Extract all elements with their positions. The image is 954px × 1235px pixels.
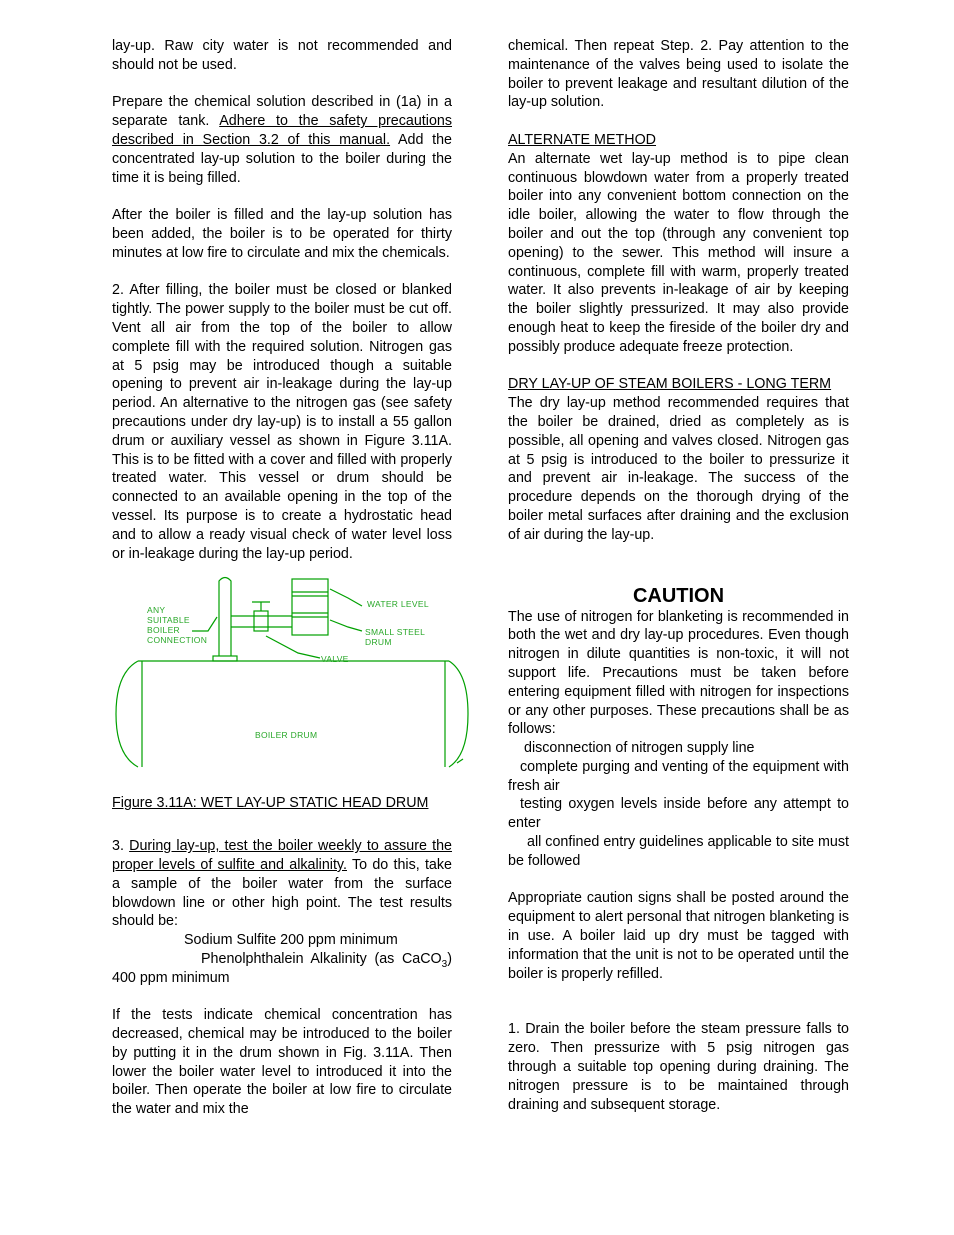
paragraph-drain-step-1: 1. Drain the boiler before the steam pressure falls to zero. Then pressurize with 5 psig nitrogen gas through a suitable top opening during draining. The nitrogen pressure is to be maintained through draining and subsequent storage.	[508, 1021, 849, 1113]
paragraph-caution: The use of nitrogen for blanketing is recommended in both the wet and dry lay-up procedures. Even though nitrogen in dilute quantities is non-toxic, it will not support life. Precautions must be taken before entering equipment filled with nitrogen for inspections or any other purposes. These precautions shall be as follows:	[508, 608, 849, 738]
figure-caption: Figure 3.11A: WET LAY-UP STATIC HEAD DRUM	[112, 795, 429, 812]
label-boiler-drum: BOILER DRUM	[255, 730, 318, 741]
label-connection: CONNECTION	[147, 635, 208, 646]
list-item: all confined entry guidelines applicable to site must be followed	[508, 834, 849, 869]
paragraph-after-filled: After the boiler is filled and the lay-up solution has been added, the boiler is to be operated for thirty minutes at low fire to circulate and mix the chemicals.	[112, 207, 452, 261]
heading-alternate-method: ALTERNATE METHOD	[508, 131, 657, 148]
list-item: testing oxygen levels inside before any attempt to enter	[508, 796, 849, 832]
label-drum: DRUM	[365, 637, 392, 648]
paragraph-step-2: 2. After filling, the boiler must be closed or blanked tightly. The power supply to the boiler must be cut off. Vent all air from the top of the boiler to allow complete fill with the required solution. Nitrogen gas at 5 psig may be introduced though a suitable opening to prevent air in-leakage during the lay-up period. An alternative to the nitrogen gas (see safety precautions under dry lay-up) is to install a 55 gallon drum or auxiliary vessel as shown in Figure 3.11A. This is to be fitted with a cover and filled with properly treated water. This vessel or drum should be connected to an available opening in the top of the vessel. Its purpose is to create a hydrostatic head and to allow a ready visual check of water level loss or in-leakage during the lay-up period.	[112, 282, 452, 562]
weekly-test-note: During lay-up, test the boiler weekly to assure the proper levels of sulfite and alkalinity.	[112, 838, 452, 873]
paragraph-step-3: 3. During lay-up, test the boiler weekly to assure the proper levels of sulfite and alkalinity. To do this, take a sample of the boiler water from the surface blowdown line or other high point. The test results should be:	[112, 838, 452, 930]
figure-wet-layup-drum	[112, 573, 467, 797]
label-any: ANY	[147, 605, 166, 616]
paragraph-repeat-step: chemical. Then repeat Step. 2. Pay attention to the maintenance of the valves being used to isolate the boiler to prevent leakage and resultant dilution of the lay-up solution.	[508, 38, 849, 111]
right-column	[508, 37, 849, 1114]
paragraph-alternate-method: An alternate wet lay-up method is to pipe clean continuous blowdown water from a properly treated boiler into any convenient bottom connection on the idle boiler, allowing the water to flow through the boiler and out the top (through any convenient top opening) to the sewer. This method will insure a continuous, complete fill with warm, properly treated water. It also prevents in-leakage of air by keeping the boiler slightly pressurized. It may also provide enough heat to keep the fireside of the boiler dry and possibly produce adequate freeze protection.	[508, 150, 849, 355]
test-result-sulfite: Sodium Sulfite 200 ppm minimum	[184, 932, 398, 949]
paragraph-dry-layup: The dry lay-up method recommended requires that the boiler be drained, dried as completely as is possible, all opening and valves closed. Nitrogen gas at 5 psig is introduced to the boiler to pressurize it and prevent air in-leakage. The success of the procedure depends on the thorough drying of the boiler metal surfaces after draining and the exclusion of air during the lay-up.	[508, 395, 849, 543]
label-boiler: BOILER	[147, 625, 180, 636]
label-valve: VALVE	[321, 654, 349, 665]
heading-dry-layup: DRY LAY-UP OF STEAM BOILERS - LONG TERM	[508, 376, 832, 393]
caution-title: CAUTION	[632, 584, 725, 607]
list-item: complete purging and venting of the equipment with fresh air	[508, 758, 849, 794]
label-suitable: SUITABLE	[147, 615, 190, 626]
label-small-steel: SMALL STEEL	[365, 627, 426, 638]
list-item: disconnection of nitrogen supply line	[524, 740, 755, 757]
left-column	[112, 37, 452, 1119]
paragraph-chemical-decrease: If the tests indicate chemical concentration has decreased, chemical may be introduced to the boiler by putting it in the drum shown in Fig. 3.11A. Then lower the boiler water level to introduced it into the boiler. Then operate the boiler at low fire to circulate the water and mix the	[112, 1007, 452, 1118]
label-water-level: WATER LEVEL	[367, 599, 429, 610]
paragraph-prepare-solution: Prepare the chemical solution described in (1a) in a separate tank. Adhere to the safety precautions described in Section 3.2 of this manual. Add the concentrated lay-up solution to the boiler during the time it is being filled.	[112, 94, 453, 186]
wet-layup-diagram	[112, 573, 467, 797]
paragraph-caution-signs: Appropriate caution signs shall be posted around the equipment to alert personal that nitrogen blanketing is in use. A boiler laid up dry must be tagged with information that the unit is not to be operated until the boiler is properly refilled.	[508, 890, 849, 982]
paragraph-layup-intro: lay-up. Raw city water is not recommended and should not be used.	[112, 38, 452, 73]
test-result-alkalinity: Phenolphthalein Alkalinity (as CaCO$_3$) 400 ppm minimum	[112, 950, 452, 986]
safety-precautions-note: Adhere to the safety precautions described in Section 3.2 of this manual.	[112, 113, 452, 148]
